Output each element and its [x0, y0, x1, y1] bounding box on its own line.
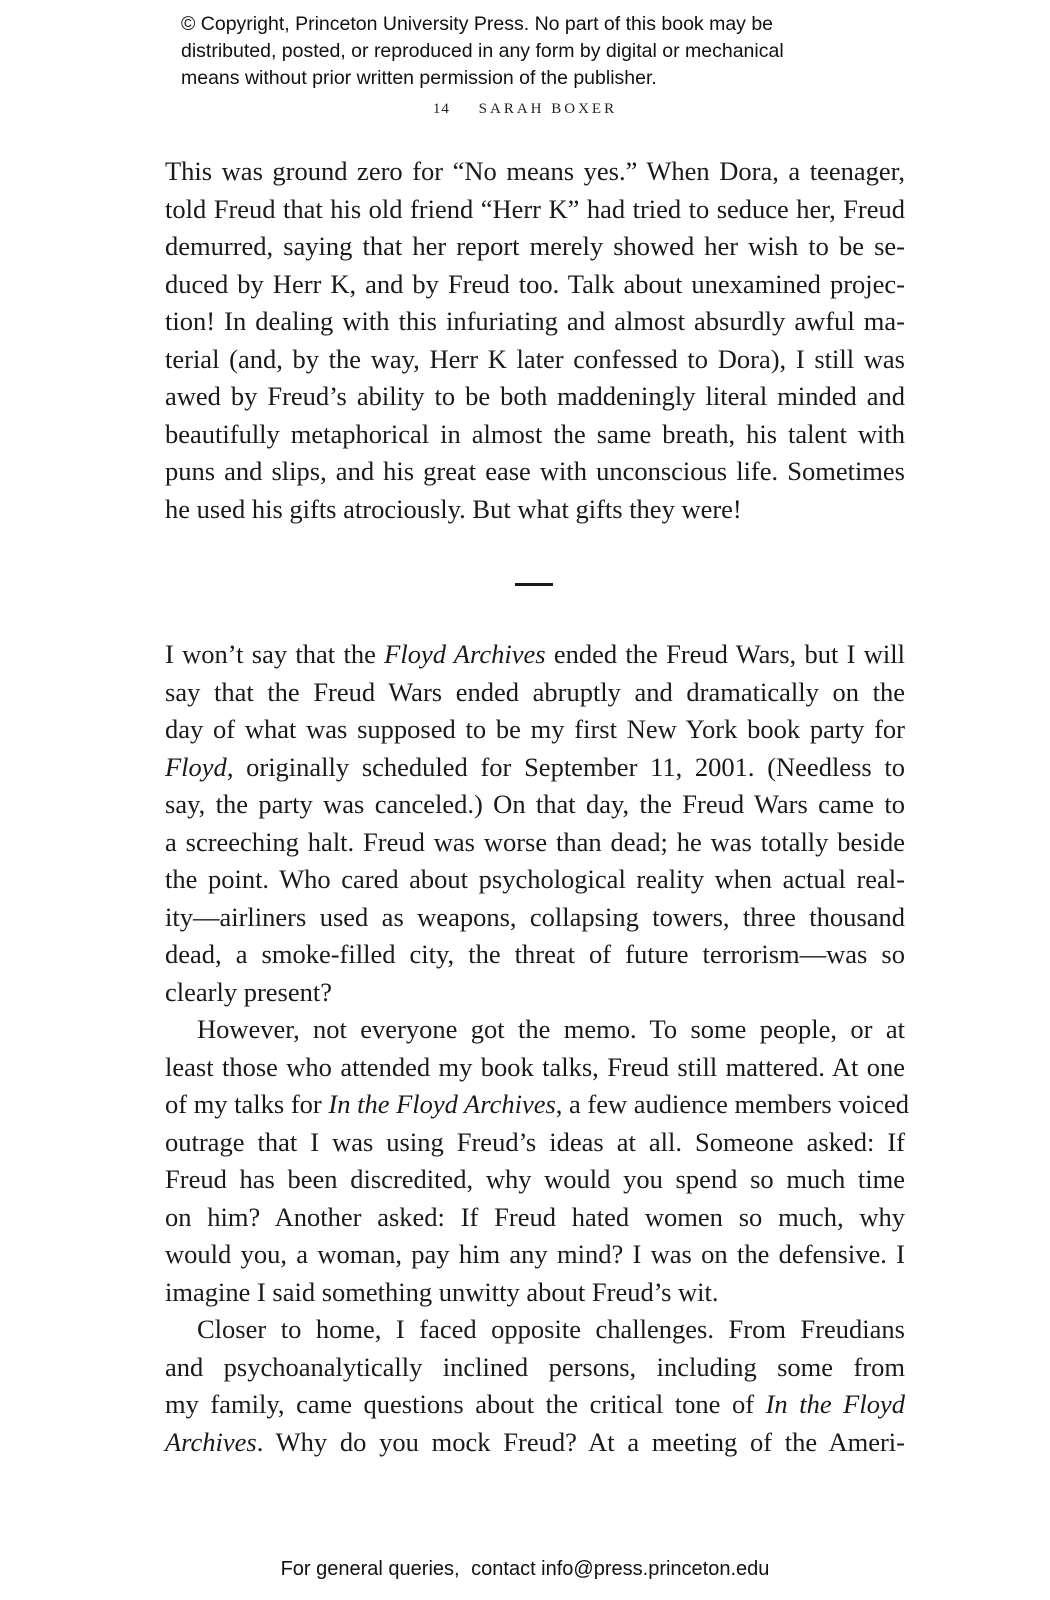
text-line: tion! In dealing with this infuriating and almost absurdly awful ma-	[165, 306, 905, 336]
section-1-paragraph	[165, 153, 905, 528]
text-line	[165, 1424, 905, 1462]
text-line: Closer to home, I faced opposite challenges. From Freudians	[197, 1314, 905, 1344]
section-2	[165, 636, 909, 1461]
text-line: demurred, saying that her report merely showed her wish to be se-	[165, 231, 905, 261]
text-line: terial (and, by the way, Herr K later confessed to Dora), I still was	[165, 343, 905, 374]
text-line: a screeching halt. Freud was worse than dead; he was totally beside	[165, 826, 905, 857]
running-head	[0, 101, 1050, 118]
text-line	[165, 636, 905, 674]
text-line: ity—airliners used as weapons, collapsing towers, three thousand	[165, 901, 905, 932]
text-line: day of what was supposed to be my first New York book party for	[165, 714, 905, 744]
text-line: beautifully metaphorical in almost the same breath, his talent with	[165, 418, 905, 449]
text-line: on him? Another asked: If Freud hated women so much, why	[165, 1201, 905, 1232]
text-line: told Freud that his old friend “Herr K” had tried to seduce her, Freud	[165, 193, 905, 224]
text-line: However, not everyone got the memo. To some people, or at	[197, 1014, 905, 1044]
italic-title: Floyd	[165, 751, 227, 782]
text-line	[165, 1086, 909, 1124]
text-line: say that the Freud Wars ended abruptly and dramatically on the	[165, 676, 905, 707]
text-line: say, the party was canceled.) On that day, the Freud Wars came to	[165, 789, 905, 819]
page-number: 14	[432, 101, 450, 117]
text-line: duced by Herr K, and by Freud too. Talk about unexamined projec-	[165, 268, 905, 299]
text-line: least those who attended my book talks, Freud still mattered. At one	[165, 1051, 905, 1082]
text-line: and psychoanalytically inclined persons, including some from	[165, 1351, 905, 1382]
text-line: he used his gifts atrociously. But what gifts they were!	[165, 493, 742, 524]
text-line: the point. Who cared about psychological reality when actual real-	[165, 864, 905, 894]
text-line: clearly present?	[165, 976, 332, 1007]
copyright-line: © Copyright, Princeton University Press. No part of this book may be	[181, 13, 774, 35]
text-run: . Why do you mock Freud? At a meeting of the Ameri-	[256, 1426, 905, 1457]
italic-title: Archives	[165, 1426, 257, 1457]
text-line: dead, a smoke-filled city, the threat of future terrorism—was so	[165, 939, 905, 969]
footer-contact	[0, 1558, 1050, 1581]
italic-title: In the Floyd	[765, 1389, 905, 1419]
text-run: , a few audience members voiced	[555, 1089, 909, 1119]
section-divider	[515, 583, 553, 586]
text-run: I won’t say that the	[165, 639, 385, 669]
text-line: would you, a woman, pay him any mind? I was on the defensive. I	[165, 1239, 905, 1269]
text-line: outrage that I was using Freud’s ideas at all. Someone asked: If	[165, 1126, 905, 1157]
footer-label: For general queries,	[280, 1558, 460, 1580]
copyright-notice	[181, 11, 901, 92]
copyright-line: distributed, posted, or reproduced in any form by digital or mechanical	[181, 40, 784, 62]
text-line	[165, 749, 905, 787]
text-line: awed by Freud’s ability to be both maddeningly literal minded and	[165, 381, 905, 411]
italic-title: In the Floyd Archives	[328, 1089, 556, 1119]
text-line: This was ground zero for “No means yes.” When Dora, a teenager,	[165, 156, 905, 186]
text-line: puns and slips, and his great ease with unconscious life. Sometimes	[165, 456, 905, 486]
text-run: of my talks for	[165, 1089, 329, 1119]
text-line: imagine I said something unwitty about Freud’s wit.	[165, 1276, 719, 1307]
text-line	[165, 1386, 905, 1424]
text-run: my family, came questions about the critical tone of	[165, 1389, 766, 1419]
italic-title: Floyd Archives	[384, 639, 546, 669]
author-name: SARAH BOXER	[478, 101, 618, 117]
text-run: ended the Freud Wars, but I will	[545, 639, 906, 669]
copyright-line: means without prior written permission of the publisher.	[181, 67, 657, 89]
text-line: Freud has been discredited, why would you spend so much time	[165, 1164, 905, 1194]
text-run: , originally scheduled for September 11, 2001. (Needless to	[226, 751, 905, 782]
footer-email: contact info@press.princeton.edu	[471, 1558, 770, 1580]
